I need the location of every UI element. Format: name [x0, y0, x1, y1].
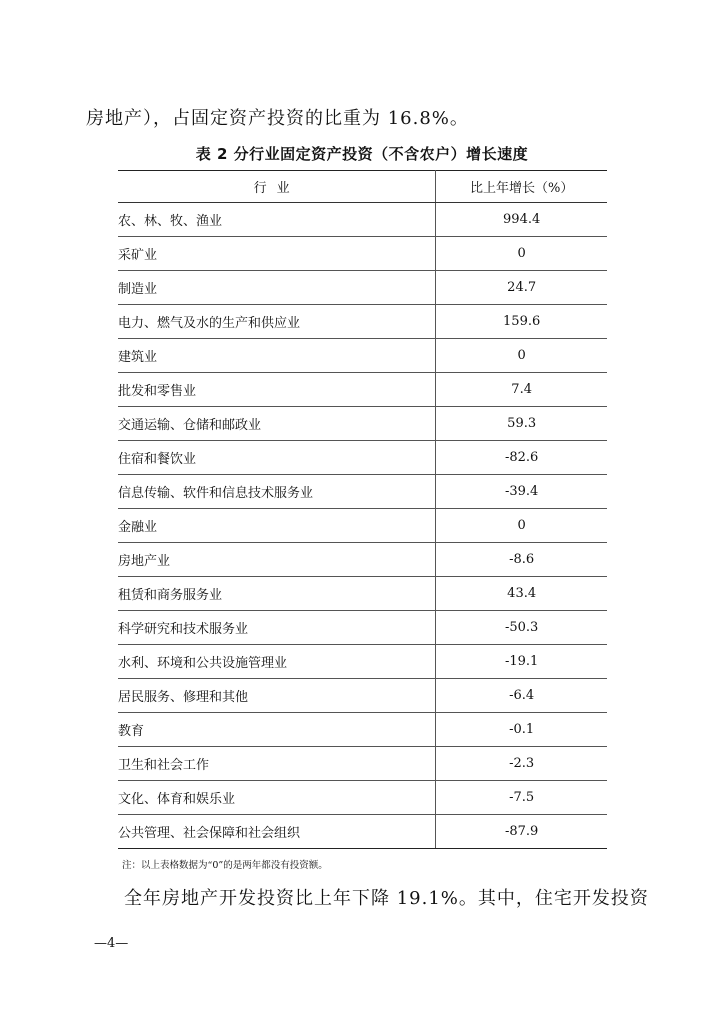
- growth-cell: 43.4: [436, 577, 607, 611]
- growth-cell: -6.4: [436, 679, 607, 713]
- table-row: [118, 543, 607, 577]
- table-row: [118, 305, 607, 339]
- growth-cell: 7.4: [436, 373, 607, 407]
- industry-cell: 电力、燃气及水的生产和供应业: [118, 305, 436, 339]
- table-row: [118, 339, 607, 373]
- industry-cell: 居民服务、修理和其他: [118, 679, 436, 713]
- table-row: [118, 645, 607, 679]
- growth-cell: -0.1: [436, 713, 607, 747]
- industry-cell: 水利、环境和公共设施管理业: [118, 645, 436, 679]
- table-row: [118, 577, 607, 611]
- growth-cell: 0: [436, 509, 607, 543]
- industry-cell: 公共管理、社会保障和社会组织: [118, 815, 436, 849]
- table-row: [118, 237, 607, 271]
- table-note: 注：以上表格数据为“0”的是两年都没有投资额。: [122, 860, 328, 871]
- growth-cell: -8.6: [436, 543, 607, 577]
- table-row: [118, 373, 607, 407]
- table-row: [118, 407, 607, 441]
- industry-cell: 科学研究和技术服务业: [118, 611, 436, 645]
- table-row: [118, 509, 607, 543]
- paragraph-bottom: 全年房地产开发投资比上年下降 19.1%。其中，住宅开发投资: [124, 888, 649, 909]
- table-row: [118, 475, 607, 509]
- growth-cell: 994.4: [436, 203, 607, 237]
- growth-cell: 59.3: [436, 407, 607, 441]
- growth-cell: -87.9: [436, 815, 607, 849]
- industry-cell: 交通运输、仓储和邮政业: [118, 407, 436, 441]
- growth-cell: 0: [436, 339, 607, 373]
- industry-cell: 采矿业: [118, 237, 436, 271]
- growth-cell: 24.7: [436, 271, 607, 305]
- table-row: [118, 203, 607, 237]
- table-header-row: [118, 171, 607, 203]
- table-row: [118, 679, 607, 713]
- industry-cell: 住宿和餐饮业: [118, 441, 436, 475]
- industry-cell: 制造业: [118, 271, 436, 305]
- header-industry: 行业: [118, 171, 436, 203]
- industry-growth-table: [118, 170, 607, 849]
- growth-cell: 159.6: [436, 305, 607, 339]
- page-number: —4—: [94, 936, 129, 951]
- table-row: [118, 713, 607, 747]
- growth-cell: 0: [436, 237, 607, 271]
- industry-cell: 农、林、牧、渔业: [118, 203, 436, 237]
- industry-cell: 房地产业: [118, 543, 436, 577]
- growth-cell: -19.1: [436, 645, 607, 679]
- growth-cell: -2.3: [436, 747, 607, 781]
- header-growth: 比上年增长（%）: [436, 171, 607, 203]
- industry-cell: 信息传输、软件和信息技术服务业: [118, 475, 436, 509]
- table-row: [118, 271, 607, 305]
- paragraph-top: 房地产），占固定资产投资的比重为 16.8%。: [86, 108, 469, 129]
- industry-cell: 建筑业: [118, 339, 436, 373]
- growth-cell: -39.4: [436, 475, 607, 509]
- table-row: [118, 611, 607, 645]
- industry-cell: 文化、体育和娱乐业: [118, 781, 436, 815]
- industry-cell: 卫生和社会工作: [118, 747, 436, 781]
- table-row: [118, 815, 607, 849]
- table-row: [118, 747, 607, 781]
- table-row: [118, 781, 607, 815]
- table-row: [118, 441, 607, 475]
- industry-cell: 教育: [118, 713, 436, 747]
- table-caption: 表 2 分行业固定资产投资（不含农户）增长速度: [195, 145, 529, 163]
- industry-cell: 租赁和商务服务业: [118, 577, 436, 611]
- growth-cell: -50.3: [436, 611, 607, 645]
- growth-cell: -7.5: [436, 781, 607, 815]
- industry-cell: 金融业: [118, 509, 436, 543]
- growth-cell: -82.6: [436, 441, 607, 475]
- industry-cell: 批发和零售业: [118, 373, 436, 407]
